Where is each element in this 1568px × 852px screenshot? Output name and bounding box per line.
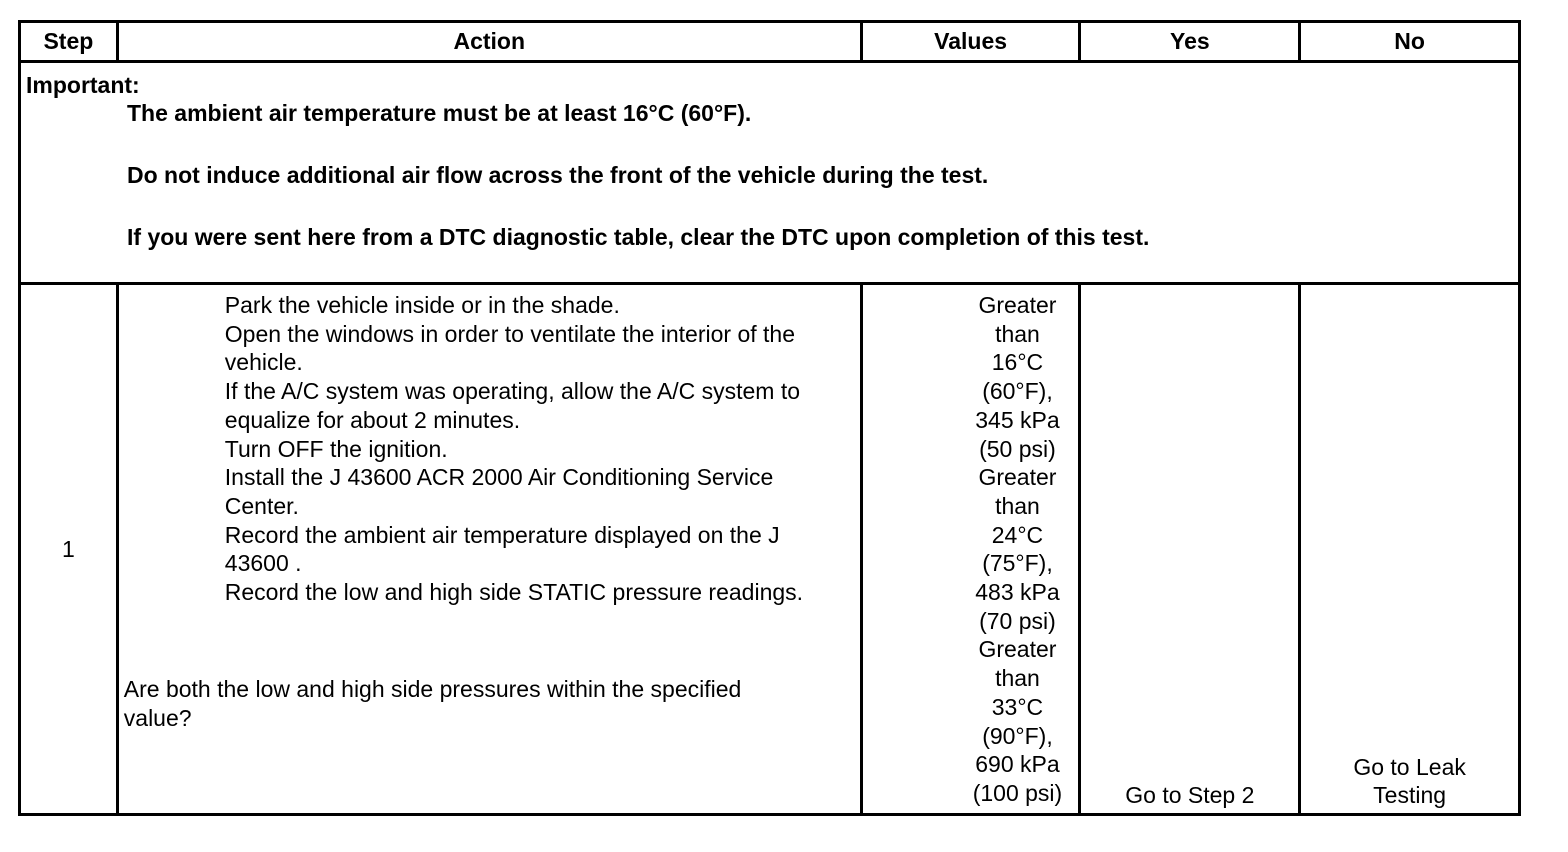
action-item: Park the vehicle inside or in the shade. xyxy=(224,292,620,318)
action-cell xyxy=(117,284,861,815)
value-line: Greater xyxy=(978,292,1057,318)
action-list xyxy=(225,291,850,607)
important-note: Do not induce additional air flow across the front of the vehicle during the test. xyxy=(127,162,989,189)
action-item: Open the windows in order to ventilate the interior of the vehicle. xyxy=(224,320,795,376)
value-line: (90°F), xyxy=(982,722,1053,749)
yes-result[interactable]: Go to Step 2 xyxy=(1125,782,1255,809)
no-cell xyxy=(1300,284,1520,815)
header-step: Step xyxy=(20,22,118,62)
value-line: 690 kPa xyxy=(975,751,1060,778)
header-yes: Yes xyxy=(1080,22,1300,62)
important-label: Important: xyxy=(26,72,140,98)
value-line: Greater xyxy=(978,636,1057,663)
action-item: If the A/C system was operating, allow the A/C system to equalize for about 2 minutes. xyxy=(224,378,801,433)
no-result-line[interactable]: Go to Leak xyxy=(1353,753,1466,780)
value-line: than xyxy=(995,320,1040,347)
header-no: No xyxy=(1300,22,1520,62)
step-number: 1 xyxy=(20,284,118,815)
important-note: The ambient air temperature must be at least 16°C (60°F). xyxy=(127,100,752,126)
yes-cell xyxy=(1080,284,1300,815)
action-item: Turn OFF the ignition. xyxy=(224,435,448,462)
important-row xyxy=(20,62,1520,284)
value-line: than xyxy=(995,492,1040,519)
value-line: (50 psi) xyxy=(979,435,1056,462)
value-line: 483 kPa xyxy=(975,579,1060,606)
value-line: (100 psi) xyxy=(972,779,1063,806)
important-note: If you were sent here from a DTC diagnostic table, clear the DTC upon completion of this test. xyxy=(127,224,1150,251)
important-notes xyxy=(127,99,1149,252)
action-item: Install the J 43600 ACR 2000 Air Conditioning Service Center. xyxy=(224,464,774,519)
action-question: Are both the low and high side pressures within the specified value? xyxy=(123,676,742,731)
important-cell xyxy=(20,62,1520,284)
value-line: than xyxy=(995,665,1040,692)
value-line: (75°F), xyxy=(982,550,1053,577)
no-result-line[interactable]: Testing xyxy=(1373,782,1447,809)
value-line: 24°C xyxy=(991,521,1044,548)
value-line: Greater xyxy=(978,464,1057,491)
value-line: 345 kPa xyxy=(975,406,1060,433)
diagnostic-table xyxy=(18,20,1521,816)
action-item: Record the ambient air temperature displayed on the J 43600 . xyxy=(224,521,780,577)
header-values: Values xyxy=(861,22,1080,62)
value-line: 16°C xyxy=(991,349,1044,376)
value-line: 33°C xyxy=(991,693,1044,720)
header-action: Action xyxy=(117,22,861,62)
step-row xyxy=(20,284,1520,815)
value-line: (60°F), xyxy=(982,378,1053,405)
values-list xyxy=(962,291,1072,808)
action-item: Record the low and high side STATIC pressure readings. xyxy=(224,579,804,606)
value-line: (70 psi) xyxy=(979,607,1056,634)
header-row xyxy=(20,22,1520,62)
values-cell xyxy=(861,284,1080,815)
